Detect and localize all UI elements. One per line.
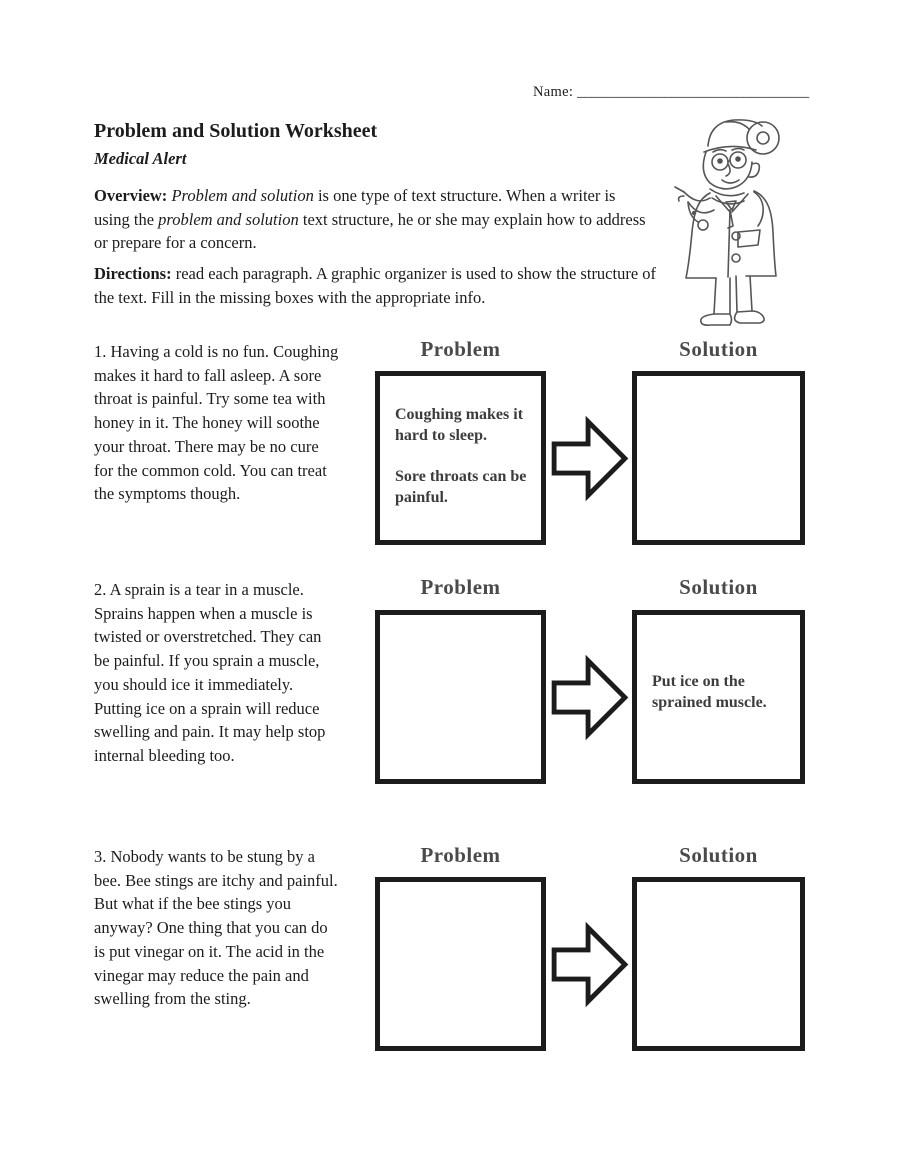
doctor-illustration-icon: [670, 112, 802, 332]
problem-box-2[interactable]: [375, 610, 546, 784]
arrow-right-icon: [551, 649, 629, 746]
name-row: [533, 84, 809, 101]
solution-box-1[interactable]: [632, 371, 805, 545]
directions-label: Directions:: [94, 264, 172, 283]
solution-header-2: Solution: [679, 575, 758, 599]
passage-text-2: 2. A sprain is a tear in a muscle. Sprains happen when a muscle is twisted or overstretched. They can be painful. If you sprain a muscle, you should ice it immediately. Putting ice on a sprain will reduce swelling and pain. It may help stop internal bleeding too.: [94, 580, 326, 765]
problem-box-1: [375, 371, 546, 545]
solution-header-1: Solution: [679, 337, 758, 361]
passage-text-1: 1. Having a cold is no fun. Coughing makes it hard to fall asleep. A sore throat is painful. Try some tea with honey in it. The honey will soothe your throat. There may be no cure for the common cold. You can treat the symptoms though.: [94, 342, 339, 504]
arrow-right-icon: [551, 916, 629, 1013]
problem-box-3[interactable]: [375, 877, 546, 1051]
overview-text-segment-2: text structure, he or she may explain how to address or prepare for a concern.: [94, 209, 646, 252]
solution-header-3: Solution: [679, 843, 758, 867]
overview-text-segment: is one type of text structure. When a writer is using the: [94, 186, 616, 229]
problem-header-1: Problem: [420, 337, 501, 361]
name-blank-field[interactable]: ________________________________: [577, 84, 810, 100]
solution-box-text: Put ice on the sprained muscle.: [652, 673, 767, 711]
overview-italic-phrase-2: problem and solution: [158, 209, 299, 229]
name-label: Name:: [533, 84, 574, 100]
problem-header-3: Problem: [420, 843, 501, 867]
solution-box-2: [632, 610, 805, 784]
problem-box-text: Sore throats can be painful.: [395, 468, 527, 506]
passage-text-3: 3. Nobody wants to be stung by a bee. Bee stings are itchy and painful. But what if the bee stings you anyway? One thing that you can do is put vinegar on it. The acid in the vinegar may reduce the pain and swelling from the sting.: [94, 847, 338, 1009]
directions-text: read each paragraph. A graphic organizer is used to show the structure of the text. Fill in the missing boxes with the appropriate info.: [94, 264, 657, 307]
overview-label: Overview:: [94, 186, 168, 205]
overview-italic-phrase: Problem and solution: [171, 186, 314, 205]
page-subtitle: Medical Alert: [94, 149, 187, 168]
problem-box-text: Coughing makes it hard to sleep.: [395, 406, 524, 444]
solution-box-3[interactable]: [632, 877, 805, 1051]
arrow-right-icon: [551, 410, 629, 507]
problem-header-2: Problem: [420, 575, 501, 599]
overview-paragraph: [94, 184, 650, 255]
directions-paragraph: [94, 262, 679, 309]
page-title: Problem and Solution Worksheet: [94, 120, 378, 142]
